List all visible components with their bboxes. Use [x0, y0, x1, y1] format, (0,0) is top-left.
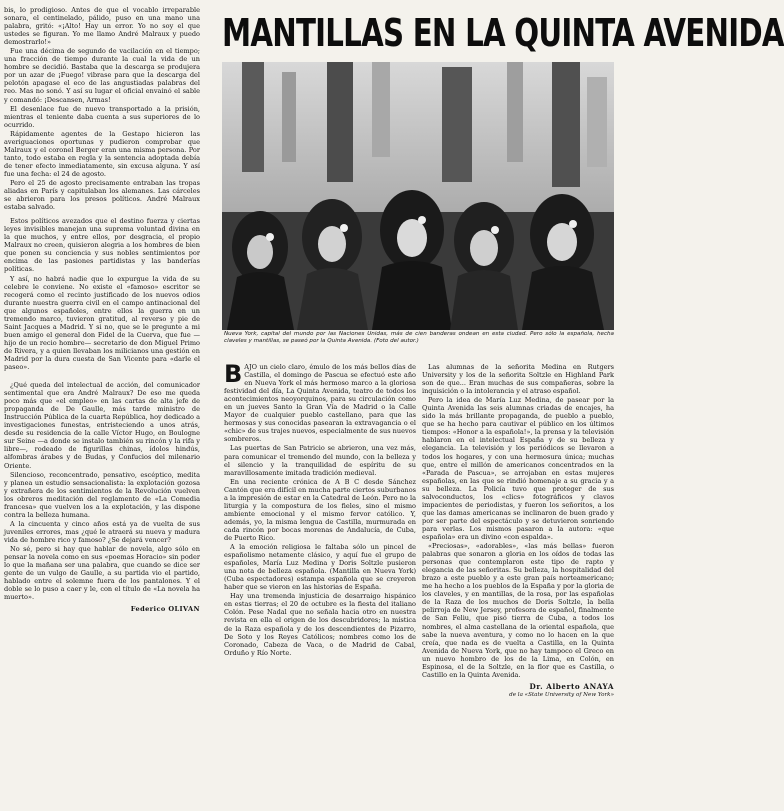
article-paragraph: En una reciente crónica de A B C desde Sánchez Cantón que era difícil en mucha parte ciertos suburbanos a la impresión de estar en la Catedral de León. Pero no la liturgia y la compostura de los fieles, sino el mismo ambiente emocional y el mismo fervor católico. Y, además, yo, la misma lengua de Castilla, murmurada en cada rincón por bocas morenas de Andalucía, de Cuba, de Puerto Rico.: [224, 477, 416, 542]
article-paragraph: Hay una tremenda injusticia de desarraigo hispánico en estas tierras; el 20 de octubre es la fiesta del italiano Colón. Pese Nadal que no señala hacia otro en nuestra revista en ella el origen de los descubridores; la mística de la Raza española y de los descendientes de Pizarro, De Soto y los Reyes Católicos; nombres como los de Coronado, Cabeza de Vaca, o de Madrid de Cabal, Orduño y Río Norte.: [224, 592, 416, 657]
article-photo: [222, 62, 614, 330]
article-paragraph: «Preciosas», «adorables», «las más bellas» fueron palabras que sonaron a gloria en los oídos de todas las personas que contemplaron este tipo de rapto y elegancia de las señoritas. Su belleza, la hospitalidad del brazo a este pueblo y a este gran país norteamericano; me ha hecho a los pueblos de la España y por la gloria de los claveles, y en mantillas, de la rosa, por las españolas de la Raza de los muchos de Doris Soltzle, la bella pelirroja de New Jersey, profesora de español, finalmente de San Feliu, que pisó tierra de Cuba, a todos los nombres, el alma castellana de la oriental española, que sabe la nueva aventura, y como no lo hacen en la que creía, que nada es de vuelta a Castilla, en la Quinta Avenida de Nueva York, que no hay tampoco el Greco en un nuevo hombro de los de la Lima, en Colón, en Espinosa, el de la Soltzle, en la flor que es Castilla, o Castillo en la Quinta Avenida.: [422, 542, 614, 679]
left-paragraph: Fue una décima de segundo de vacilación en el tiempo; una fracción de tiempo durante la cual la vida de un hombre se decidió. Bastaba que la descarga se produjera por un azar de ¡Fuego! vibrase para que la descarga del pelotón apagase el eco de las angustiadas palabras del reo. Mas no sonó. Y así su lugar el oficial envainó el sable y comandó: ¡Descansen, Armas!: [4, 47, 200, 104]
article-paragraph: Las alumnas de la señorita Medina en Rutgers University y los de la señorita Soltzle en Highland Park son de que... Eran muchas de sus compañeras, sobre la inquisición o la intolerancia y el atraso español.: [422, 363, 614, 396]
left-paragraph: Pero el 25 de agosto precisamente entraban las tropas aliadas en París y capitulaban los alemanes. Las cárceles se abrieron para los presos políticos. André Malraux estaba salvado.: [4, 178, 200, 212]
left-paragraph: El desenlace fue de nuevo transportado a la prisión, mientras el teniente daba cuenta a sus superiores de lo ocurrido.: [4, 104, 200, 129]
left-paragraph: Estos políticos avezados que el destino fuerza y ciertas leyes invisibles manejan una suprema voluntad divina en la que muchos, y entre ellos, por desgracia, el propio Malraux no creen, quisieron alegria a los hombres de bien que ponen su conciencia y sus nobles sentimientos por encima de las pasiones partidistas y las banderías políticas.: [4, 217, 200, 274]
article-paragraph: A la emoción religiosa le faltaba sólo un pincel de españolismo netamente clásico, y aquí fue el grupo de españoles, María Luz Medina y Doris Soltzle pusieron una nota de belleza española. (Mantilla en Nueva York) (Cuba espectadores) estampa española que se creyeron haber que se vieron en las historias de España.: [224, 543, 416, 592]
drop-cap: B: [224, 360, 243, 388]
article-paragraph-text: AJO un cielo claro, émulo de los más bellos días de Castilla, el domingo de Pascua se efectuó este año en Nueva York el más hermoso marco a la gloriosa festividad del día, La Quinta Avenida, teatro de todos los acontecimientos neoyorquinos, para su circulación como en un jueves Santo la Gran Vía de Madrid o la Calle Mayor de cualquier pueblo castellano, para que las hermosas y sus conocidas pasearan la extravagancia o el «chic» de sus trajes nuevos, especialmente de sus nuevos sombreros.: [224, 363, 416, 444]
article-paragraph: Las puertas de San Patricio se abrieron, una vez más, para comunicar el tremendo del mundo, con la belleza y el silencio y la tranquilidad de espíritu de su maravillosamente imitada tradición medieval.: [224, 444, 416, 477]
left-paragraph: A la cincuenta y cinco años está ya de vuelta de sus juveniles errores, mas ¿qué le atraerá su nueva y madura vida de hombre rico y famoso? ¿Se dejará vencer?: [4, 519, 200, 544]
article-headline: MANTILLAS EN LA QUINTA AVENIDA: [222, 11, 784, 56]
article-author: Dr. Alberto ANAYA: [529, 681, 614, 691]
left-signature-row: [4, 605, 200, 613]
article-paragraph: [224, 360, 416, 444]
article-right-column: [422, 363, 614, 805]
left-paragraph: Silencioso, reconcentrado, pensativo, escéptico, medita y planea un estudio sensacionalista: la explotación gozosa y extrañera de los sentimientos de la Revolución vuelven los obreros meditación del reglamento de «La Comedia francesa» que vuelven los a la explotación, y las dispone contra la belleza humana.: [4, 470, 200, 519]
left-signature: Federico OLIVAN: [130, 605, 200, 614]
left-paragraph: Y así, no habrá nadie que lo expurgue la vida de su celebre le conviene. No existe el «famoso» escritor se recogerá como el recinto justificado de los nuevos odios durante nuestra guerra civil en el campo antinacional del que algunos españoles, entre ellos la guerra en un tremendo marco, tuvieron gratitud, al reverso y pie de Saint Jacques a Madrid. Y si no, que se le pregunte a mi buen amigo el general don Fidel de la Cuerva, que fue —hijo de un recio hombre— secretario de don Miguel Primo de Rivera, y a quien llevaban los milicianos una gestión en Madrid por la dura cuesta de San Vicente para «darle el paseo».: [4, 274, 200, 372]
article-middle-column: [224, 360, 416, 805]
left-paragraph: No sé, pero si hay que hablar de novela, algo sólo en pensar la novela como en sus «poemas Horacio» sin poder lo que la mañana ser una palabra, que cuando se dice ser gente de un vulgo de Gaulle, a su partida vio el partido, hablado entre el solemne fuera de los pantalones. Y el doble se lo puso a caer y le, con el título de «La novela ha muerto».: [4, 545, 200, 602]
article-paragraph: Pero la idea de María Luz Medina, de pasear por la Quinta Avenida las seis alumnas criadas de encajes, ha sido la más brillante propaganda, de pueblo a pueblo, que se ha hecho para cautivar el público en los últimos tiempos: «Honor a la española!», la prensa y la televisión hablaron en el intelectual España y de su belleza y elegancia. La televisión y los periódicos se llevaron a todos los hogares, y con una hermosura única; muchas que, entre el millón de americanos concentrados en la «Parada de Pascua», se arrojaban en estas mujeres españolas, en las que se rindió homenaje a su gracia y a su belleza. La Policía tuvo que proteger de sus salvoconductos, los «clics» fotográficos y clavos impacientes de periodistas, y fueron los señoritos, a los que las damas americanas se inclinaron de buen grado y por ser parte del espectáculo y se detuvieron sonriendo para verlas. Los mismos pasaron a la autora: «que española» era un divino «con espalda».: [422, 396, 614, 541]
author-affiliation: de la «State University of New York»: [509, 691, 614, 698]
photo-illustration: [222, 62, 614, 330]
left-article-column: [4, 6, 200, 804]
left-paragraph: Rápidamente agentes de la Gestapo hicieron las averiguaciones oportunas y pudieron comprobar que Malraux y el coronel Berger eran una misma persona. Por tanto, todo estaba en regla y la sentencia adoptada debía de tener efecto inmediatamente, sin excusa alguna. Y así fue una fecha: el 24 de agosto.: [4, 129, 200, 178]
photo-caption: Nueva York, capital del mundo por las Naciones Unidas, más de cien banderas ondean en esta ciudad. Pero sólo la española, hecha claveles y mantillas, se paseó por la Quinta Avenida. (Foto del autor.): [224, 331, 614, 344]
left-paragraph: ¿Qué queda del intelectual de acción, del comunicador sentimental que era André Malraux? De eso me queda poco más que «el empleo» en las cartas de alta jefe de propaganda de De Gaulle, más tarde ministro de Instrucción Pública de la cuarta República, hoy dedicado a investigaciones funestas, entristeciendo a unos atrás, desde su residencia de la calle Víctor Hugo, en Boulogne sur Seine —a donde se instalo también su rincón y la rifa y libre—, rodeado de figurillas chinas, ídolos hindús, alfombras árabes y de Budas, y Confucios del milenario Oriente.: [4, 381, 200, 470]
left-paragraph: bis, lo prodigioso. Antes de que el vocablo irreparable sonara, el centinelado, pálido, puso en una mano una palabra, gritó: «¡Alto! Hay un error. Yo no soy el que ustedes se figuran. Yo me llamo André Malraux y puedo demostrarlo!»: [4, 6, 200, 47]
